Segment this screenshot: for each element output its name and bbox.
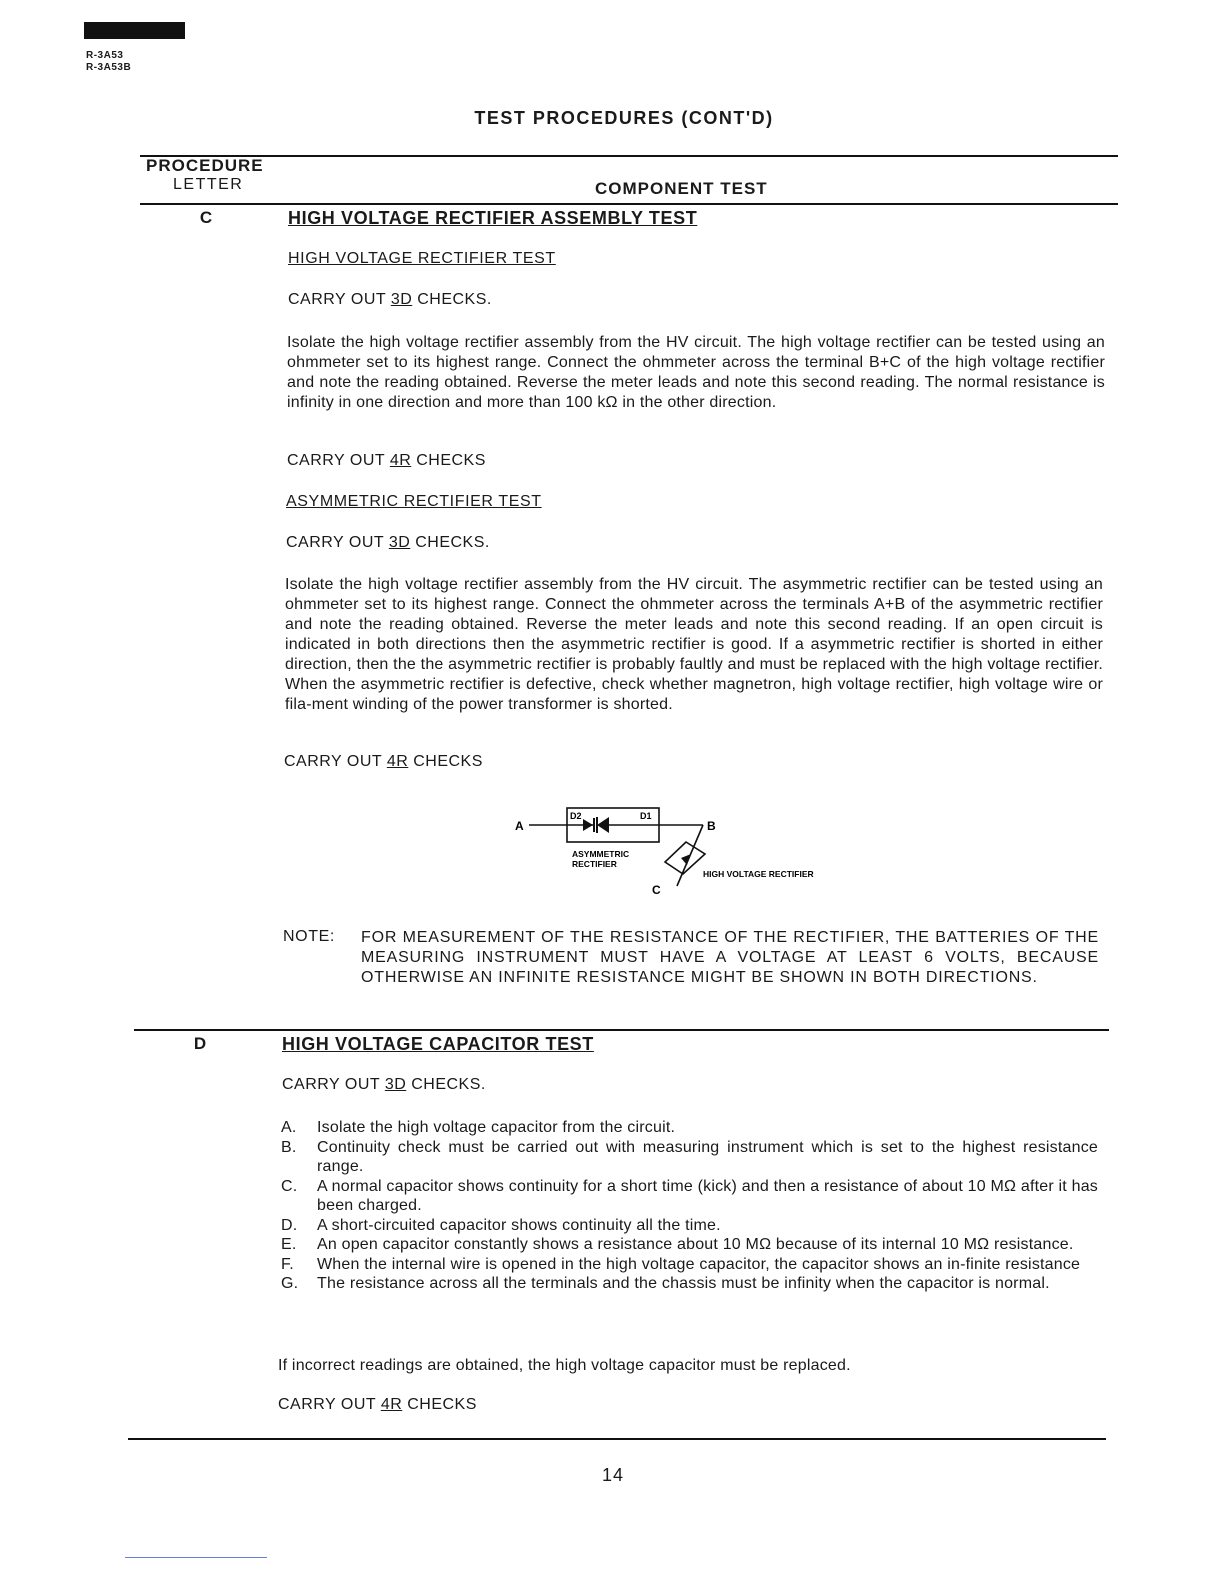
page-number: 14 <box>602 1465 625 1485</box>
procedure-letter-c: C <box>199 208 213 227</box>
table-bottom-rule <box>128 1438 1106 1440</box>
rectifier-assembly-diagram <box>505 800 875 900</box>
section-divider-rule <box>134 1029 1109 1031</box>
list-item: B. Continuity check must be carried out with measuring instrument which is set to the highest resistance range. <box>281 1138 1098 1175</box>
table-top-rule <box>140 155 1118 157</box>
carry-out-3d-line: CARRY OUT 3D CHECKS. <box>286 534 490 551</box>
carry-out-4r-line: CARRY OUT 4R CHECKS <box>284 753 483 770</box>
table-header-rule <box>140 203 1118 205</box>
asymmetric-rectifier-label: RECTIFIER <box>572 859 617 869</box>
hv-rectifier-test-title: HIGH VOLTAGE RECTIFIER TEST <box>288 250 556 267</box>
d2-label: D2 <box>570 811 582 821</box>
header-black-bar <box>84 22 185 39</box>
section-d-title: HIGH VOLTAGE CAPACITOR TEST <box>282 1034 594 1054</box>
asymmetric-rectifier-test-body: Isolate the high voltage rectifier assembly from the HV circuit. The asymmetric rectifier can be tested using an ohmmeter set to its highest range. Connect the ohmmeter across the terminals A+B of the asymmetric rectifier and note the reading obtained. Reverse the meter leads and note this second reading. If an open circuit is indicated in both directions then the asymmetric rectifier is good. If a asymmetric rectifier is shorted in either direction, then the the asymmetric rectifier is probably faultly and must be replaced with the high voltage rectifier. When the asymmetric rectifier is defective, check whether magnetron, high voltage rectifier, high voltage wire or fila-ment winding of the power transformer is shorted. <box>285 576 1103 713</box>
component-test-column-header: COMPONENT TEST <box>595 179 768 198</box>
list-marker: F. <box>281 1255 294 1273</box>
high-voltage-rectifier-label: HIGH VOLTAGE RECTIFIER <box>703 869 814 879</box>
carry-out-4r-line: CARRY OUT 4R CHECKS <box>287 452 486 469</box>
carry-out-3d-line: CARRY OUT 3D CHECKS. <box>282 1076 486 1093</box>
list-marker: A. <box>281 1119 297 1136</box>
carry-out-3d-line: CARRY OUT 3D CHECKS. <box>288 291 492 308</box>
check-code-4r: 4R <box>386 753 409 770</box>
footer-blue-rule <box>125 1557 267 1558</box>
terminal-c-label: C <box>652 883 661 897</box>
d1-label: D1 <box>640 811 652 821</box>
terminal-a-label: A <box>515 819 524 833</box>
procedure-column-header: PROCEDURE <box>146 156 264 175</box>
list-item: C. A normal capacitor shows continuity for a short time (kick) and then a resistance of about 10 MΩ after it has been charged. <box>281 1177 1098 1214</box>
capacitor-closing-text: If incorrect readings are obtained, the high voltage capacitor must be replaced. <box>278 1357 851 1374</box>
asymmetric-rectifier-test-title: ASYMMETRIC RECTIFIER TEST <box>286 493 542 510</box>
check-code-3d: 3D <box>388 534 411 551</box>
list-item: D. A short-circuited capacitor shows continuity all the time. <box>281 1216 721 1234</box>
letter-column-header: LETTER <box>173 176 244 193</box>
model-code: R-3A53 <box>86 50 124 61</box>
capacitor-test-steps <box>281 1118 1098 1294</box>
terminal-b-label: B <box>707 819 716 833</box>
list-item: G. The resistance across all the terminals and the chassis must be infinity when the capacitor is normal. <box>281 1275 1050 1292</box>
list-marker: D. <box>281 1216 298 1234</box>
list-marker: E. <box>281 1236 297 1253</box>
section-c-title: HIGH VOLTAGE RECTIFIER ASSEMBLY TEST <box>288 208 698 228</box>
check-code-4r: 4R <box>380 1396 403 1413</box>
list-marker: B. <box>281 1138 297 1156</box>
carry-out-4r-line: CARRY OUT 4R CHECKS <box>278 1396 477 1413</box>
list-marker: G. <box>281 1275 299 1292</box>
list-item: E. An open capacitor constantly shows a resistance about 10 MΩ because of its internal 10 MΩ resistance. <box>281 1236 1074 1253</box>
procedure-letter-d: D <box>193 1034 207 1053</box>
asymmetric-rectifier-label: ASYMMETRIC <box>572 849 630 859</box>
list-marker: C. <box>281 1177 298 1195</box>
hv-rectifier-test-body: Isolate the high voltage rectifier assembly from the HV circuit. The high voltage rectifier can be tested using an ohmmeter set to its highest range. Connect the ohmmeter across the terminal B+C of the high voltage rectifier and note the reading obtained. Reverse the meter leads and note this second reading. The normal resistance is infinity in one direction and more than 100 kΩ in the other direction. <box>287 334 1105 411</box>
note-label: NOTE: <box>283 928 335 945</box>
model-code: R-3A53B <box>86 62 132 73</box>
check-code-3d: 3D <box>384 1076 407 1093</box>
note-text: FOR MEASUREMENT OF THE RESISTANCE OF THE RECTIFIER, THE BATTERIES OF THE MEASURING INSTRUMENT MUST HAVE A VOLTAGE AT LEAST 6 VOLTS, BECAUSE OTHERWISE AN INFINITE RESISTANCE MIGHT BE SHOWN IN BOTH DIRECTIONS. <box>361 929 1099 986</box>
list-item: F. When the internal wire is opened in the high voltage capacitor, the capacitor shows an in-finite resistance <box>281 1255 1081 1273</box>
check-code-3d: 3D <box>390 291 413 308</box>
page-title: TEST PROCEDURES (CONT'D) <box>474 108 774 128</box>
check-code-4r: 4R <box>389 452 412 469</box>
list-item: A. Isolate the high voltage capacitor from the circuit. <box>281 1119 676 1136</box>
